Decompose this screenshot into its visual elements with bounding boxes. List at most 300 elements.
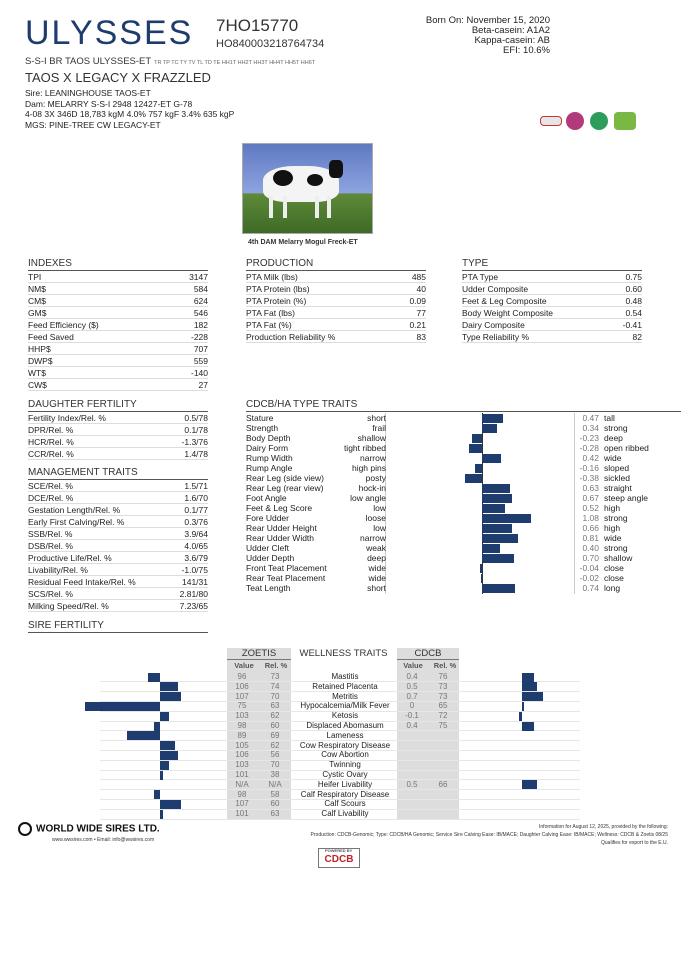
cdcb-rel: 76 [438,672,448,681]
cdcb-rel: 65 [438,701,448,711]
ribbon-icon [566,112,584,130]
born-date: Born On: November 15, 2020 [425,15,550,26]
trait-value: 0.40 [582,543,599,553]
dam-photo [242,143,373,234]
table-row [28,424,208,436]
row-label: SCS/Rel. % [28,589,73,599]
trait-name: Udder Cleft [246,543,289,553]
trait-low-label: high pins [351,463,386,473]
trait-row [246,473,681,483]
table-row [28,540,208,552]
zoetis-rel: 63 [270,809,280,819]
trait-low-label: short [367,413,386,423]
trait-low-label: shallow [357,433,386,443]
zoetis-bar [160,751,178,760]
trait-row [246,573,681,583]
globe-icon [18,822,32,836]
row-label: Udder Composite [462,284,529,294]
sire-fertility-title: SIRE FERTILITY [28,620,208,633]
trait-high-label: high [604,503,621,513]
wellness-trait-name: Lameness [326,730,364,740]
zoetis-value: 96 [237,672,247,681]
zoetis-rel: 60 [270,721,280,730]
row-value: 82 [632,332,642,342]
trait-low-label: loose [365,513,386,523]
trait-value: 0.74 [582,583,599,593]
wellness-trait-name: Calf Scours [324,799,366,809]
cdcb-value: 0.5 [406,779,418,789]
row-label: PTA Type [462,272,499,282]
trait-high-label: strong [604,513,628,523]
row-label: Residual Feed Intake/Rel. % [28,577,136,587]
trait-value: -0.04 [579,563,599,573]
wellness-trait-name: Ketosis [331,711,359,721]
trait-bar [482,544,500,553]
row-value: 83 [416,332,426,342]
table-row [28,331,208,343]
trait-row [246,523,681,533]
trait-bar [482,424,497,433]
program-logos [540,112,660,132]
zoetis-header: ZOETIS [227,648,291,660]
table-row [28,436,208,448]
trait-value: 0.42 [582,453,599,463]
indexes-table [28,271,208,391]
table-row [28,480,208,492]
row-label: CCR/Rel. % [28,449,74,459]
zoetis-bar [154,722,160,731]
row-value: 584 [193,284,208,294]
photo-caption: 4th DAM Melarry Mogul Freck-ET [248,239,358,246]
row-value: 0.60 [625,284,642,294]
table-row [28,307,208,319]
trait-value: -0.38 [579,473,599,483]
trait-high-label: strong [604,543,628,553]
trait-name: Rump Angle [246,463,293,473]
trait-row [246,413,681,423]
zoetis-bar [160,692,181,701]
registered-name [25,56,315,67]
table-row [28,319,208,331]
row-value: 1.6/70 [184,493,208,503]
table-row [28,379,208,391]
row-label: HHP$ [28,344,51,354]
production-table [246,271,426,343]
table-row [28,564,208,576]
wellness-row [100,809,580,819]
wellness-trait-name: Mastitis [331,672,359,681]
table-row [28,343,208,355]
trait-bar [482,454,501,463]
trait-high-label: wide [604,533,622,543]
trait-row [246,543,681,553]
zoetis-value: 89 [237,730,247,740]
type-traits-section [246,399,681,412]
registration-id: HO840003218764734 [216,38,325,50]
trait-row [246,433,681,443]
zoetis-rel: 38 [270,770,280,779]
table-row [246,331,426,343]
company-name [18,822,160,836]
trait-bar [482,504,505,513]
zoetis-rel: 62 [270,740,280,750]
table-row [28,412,208,424]
wellness-trait-name: Calf Livability [321,809,369,819]
trait-low-label: low [373,523,386,533]
trait-name: Rear Udder Height [246,523,317,533]
trait-bar [482,514,531,523]
sire-fertility-section [28,620,208,633]
trait-high-label: steep angle [604,493,648,503]
row-value: 3.9/64 [184,529,208,539]
trait-row [246,463,681,473]
beta-casein: Beta-casein: A1A2 [471,25,550,36]
trait-row [246,483,681,493]
row-divider [100,819,580,820]
kappa-casein: Kappa-casein: AB [474,35,550,46]
trait-row [246,563,681,573]
cdcb-rel: 73 [438,691,448,701]
table-row [462,319,642,331]
row-value: 0.48 [625,296,642,306]
row-label: Fertility Index/Rel. % [28,413,106,423]
company-name-text: WORLD WIDE SIRES LTD. [36,823,160,835]
zoetis-rel: 73 [270,672,280,681]
row-value: -0.41 [622,320,642,330]
table-row [28,528,208,540]
row-label: SSB/Rel. % [28,529,73,539]
table-row [462,331,642,343]
row-value: -1.3/76 [181,437,208,447]
table-row [246,283,426,295]
production-title: PRODUCTION [246,258,426,271]
row-value: -1.0/75 [181,565,208,575]
zoetis-value: 75 [237,701,247,711]
row-value: 485 [411,272,426,282]
bull-code: 7HO15770 [216,16,299,35]
row-value: 1.4/78 [184,449,208,459]
row-value: 0.75 [625,272,642,282]
production-section [246,258,426,343]
row-label: TPI [28,272,42,282]
trait-high-label: sickled [604,473,630,483]
info-export: Qualifies for export to the E.U. [601,840,668,846]
row-value: 0.3/76 [184,517,208,527]
row-value: 1.5/71 [184,481,208,491]
zoetis-bar [85,702,160,711]
zoetis-rel: N/A [268,779,282,789]
row-label: CM$ [28,296,46,306]
row-value: 0.1/77 [184,505,208,515]
trait-low-label: narrow [360,453,386,463]
trait-name: Strength [246,423,279,433]
trait-high-label: deep [604,433,623,443]
trait-value: 0.34 [582,423,599,433]
zoetis-bar [160,682,178,691]
trait-name: Rear Leg (side view) [246,473,324,483]
row-label: Feet & Leg Composite [462,296,547,306]
wellness-trait-name: Metritis [332,691,358,701]
zoetis-bar [160,810,163,819]
trait-name: Rump Width [246,453,293,463]
pedigree: TAOS X LEGACY X FRAZZLED [25,70,211,85]
type-section [462,258,642,343]
row-label: DCE/Rel. % [28,493,74,503]
zoetis-bar [160,800,181,809]
table-row [28,492,208,504]
bull-name: ULYSSES [25,14,194,52]
row-value: 40 [416,284,426,294]
registered-name-text: S-S-I BR TAOS ULYSSES-ET [25,56,152,67]
cdcb-value: -0.1 [405,711,419,721]
cdcb-rel: 66 [438,779,448,789]
trait-low-label: hock-in [358,483,386,493]
row-label: DPR/Rel. % [28,425,74,435]
table-row [28,504,208,516]
trait-value: 0.81 [582,533,599,543]
trait-high-label: strong [604,423,628,433]
row-label: Production Reliability % [246,332,336,342]
daughter-fertility-section [28,399,208,460]
table-row [28,367,208,379]
row-value: -140 [190,368,208,378]
trait-name: Foot Angle [246,493,287,503]
trait-bar [482,534,518,543]
zoetis-value: 98 [237,721,247,730]
row-value: 77 [416,308,426,318]
row-label: Body Weight Composite [462,308,554,318]
zoetis-rel: 56 [270,750,280,760]
trait-high-label: open ribbed [604,443,649,453]
trait-row [246,553,681,563]
cdcb-bar [522,702,524,711]
cdcb-rel: 73 [438,681,448,691]
trait-low-label: wide [368,563,386,573]
zoetis-rel: 58 [270,789,280,799]
trait-bar [469,444,482,453]
row-label: Dairy Composite [462,320,525,330]
row-value: 0.5/78 [184,413,208,423]
haplotype-codes: TR TP TC TY TV TL TD TE HH1T HH2T HH3T HH4T HH5T HH6T [154,60,316,66]
cdcb-bar [522,673,534,682]
zoetis-value: N/A [235,779,249,789]
zoetis-rel: 69 [270,730,280,740]
row-label: Gestation Length/Rel. % [28,505,121,515]
row-label: DWP$ [28,356,53,366]
trait-value: -0.02 [579,573,599,583]
row-label: PTA Protein (%) [246,296,307,306]
table-row [28,600,208,612]
cow-icon [263,166,339,202]
trait-value: -0.28 [579,443,599,453]
pedigree-details [25,88,234,130]
indexes-section [28,258,208,391]
trait-row [246,583,681,593]
trait-high-label: sloped [604,463,630,473]
zoetis-rel: 62 [270,711,280,721]
trait-low-label: low angle [350,493,386,503]
cdcb-value: 0.7 [406,691,418,701]
row-label: Early First Calving/Rel. % [28,517,125,527]
cdcb-value: 0 [409,701,415,711]
row-label: PTA Fat (%) [246,320,292,330]
trait-bar [465,474,482,483]
trait-high-label: tall [604,413,615,423]
info-date: Information for August 12, 2025, provided by the following: [539,824,668,830]
zoetis-bar [160,771,163,780]
trait-row [246,513,681,523]
feed-icon [614,112,636,130]
zoetis-value: 101 [235,770,249,779]
cdcb-value: 0.5 [406,681,418,691]
zoetis-value: 106 [235,750,249,760]
zoetis-rel: 74 [270,681,280,691]
cdcb-value-header: Value [403,661,423,670]
zoetis-value: 107 [235,799,249,809]
leaf-icon [590,112,608,130]
trait-value: 1.08 [582,513,599,523]
table-row [462,307,642,319]
zoetis-rel-header: Rel. % [264,661,288,670]
trait-bar [482,494,512,503]
wellness-title: WELLNESS TRAITS [299,648,388,659]
table-row [462,283,642,295]
trait-high-label: high [604,523,621,533]
cdcb-rel: 75 [438,721,448,730]
zoetis-rel: 63 [270,701,280,711]
table-row [462,295,642,307]
row-value: 141/31 [182,577,208,587]
cdcb-bar [519,712,522,721]
info-sources: Production: CDCB-Genomic; Type: CDCB/HA Genomic; Service Sire Calving Ease: IB/MACE; Daughter Calving Ease: IB/MACE; Wellness: CDCB & Zoetis 08/25 [310,832,668,838]
mgs: MGS: PINE-TREE CW LEGACY-ET [25,119,161,130]
trait-name: Udder Depth [246,553,295,563]
row-value: 559 [193,356,208,366]
trait-name: Fore Udder [246,513,289,523]
table-row [246,307,426,319]
table-row [28,295,208,307]
trait-high-label: close [604,563,624,573]
wellness-row [100,711,580,721]
trait-value: 0.52 [582,503,599,513]
gene-icon [540,116,562,126]
trait-high-label: shallow [604,553,633,563]
table-row [462,271,642,283]
trait-value: 0.63 [582,483,599,493]
row-value: -228 [190,332,208,342]
trait-row [246,533,681,543]
row-label: PTA Protein (lbs) [246,284,310,294]
trait-row [246,443,681,453]
management-section [28,467,208,612]
zoetis-value: 106 [235,681,249,691]
trait-bar [482,484,510,493]
data-source-info [311,823,668,847]
trait-value: 0.70 [582,553,599,563]
cdcb-logo-text: CDCB [324,854,354,865]
wellness-row [100,760,580,770]
wellness-trait-name: Displaced Abomasum [306,721,384,730]
trait-name: Stature [246,413,274,423]
row-value: 7.23/65 [179,601,208,611]
row-label: Productive Life/Rel. % [28,553,112,563]
trait-bar [480,564,482,573]
row-label: PTA Milk (lbs) [246,272,298,282]
table-row [28,355,208,367]
row-label: Feed Efficiency ($) [28,320,99,330]
trait-bar [475,464,482,473]
trait-name: Dairy Form [246,443,289,453]
daughter-fertility-title: DAUGHTER FERTILITY [28,399,208,412]
trait-name: Rear Teat Placement [246,573,326,583]
table-row [246,271,426,283]
trait-high-label: long [604,583,621,593]
zoetis-value: 98 [237,789,247,799]
trait-value: 0.67 [582,493,599,503]
trait-low-label: low [373,503,386,513]
trait-value: -0.23 [579,433,599,443]
wellness-trait-name: Heifer Livability [317,779,373,789]
management-table [28,480,208,612]
trait-value: 0.47 [582,413,599,423]
wellness-trait-name: Retained Placenta [312,681,378,691]
wellness-trait-name: Hypocalcemia/Milk Fever [300,701,390,711]
trait-low-label: posty [365,473,386,483]
cdcb-logo [318,848,360,868]
row-value: 0.09 [409,296,426,306]
zoetis-value: 103 [235,760,249,770]
zoetis-value: 105 [235,740,249,750]
zoetis-bar [160,712,169,721]
row-value: 3.6/79 [184,553,208,563]
indexes-title: INDEXES [28,258,208,271]
cdcb-rel-header: Rel. % [433,661,457,670]
zoetis-rel: 70 [270,760,280,770]
row-label: PTA Fat (lbs) [246,308,295,318]
row-value: 182 [193,320,208,330]
table-row [28,576,208,588]
table-row [28,271,208,283]
table-row [246,295,426,307]
row-label: HCR/Rel. % [28,437,74,447]
row-label: DSB/Rel. % [28,541,73,551]
row-value: 0.54 [625,308,642,318]
trait-bar [482,554,514,563]
trait-name: Teat Length [246,583,291,593]
trait-name: Rear Udder Width [246,533,315,543]
table-row [246,319,426,331]
cdcb-value: 0.4 [406,721,418,730]
trait-name: Rear Leg (rear view) [246,483,324,493]
row-label: CW$ [28,380,47,390]
trait-row [246,503,681,513]
row-label: NM$ [28,284,46,294]
trait-bar [481,574,482,583]
cdcb-bar [522,682,537,691]
row-value: 707 [193,344,208,354]
cdcb-bar [522,692,543,701]
row-value: 3147 [189,272,208,282]
trait-low-label: narrow [360,533,386,543]
trait-high-label: close [604,573,624,583]
type-title: TYPE [462,258,642,271]
trait-value: -0.16 [579,463,599,473]
trait-name: Front Teat Placement [246,563,327,573]
wellness-trait-name: Cow Respiratory Disease [299,740,391,750]
sire: Sire: LEANINGHOUSE TAOS-ET [25,88,151,98]
trait-row [246,453,681,463]
trait-low-label: frail [372,423,386,433]
